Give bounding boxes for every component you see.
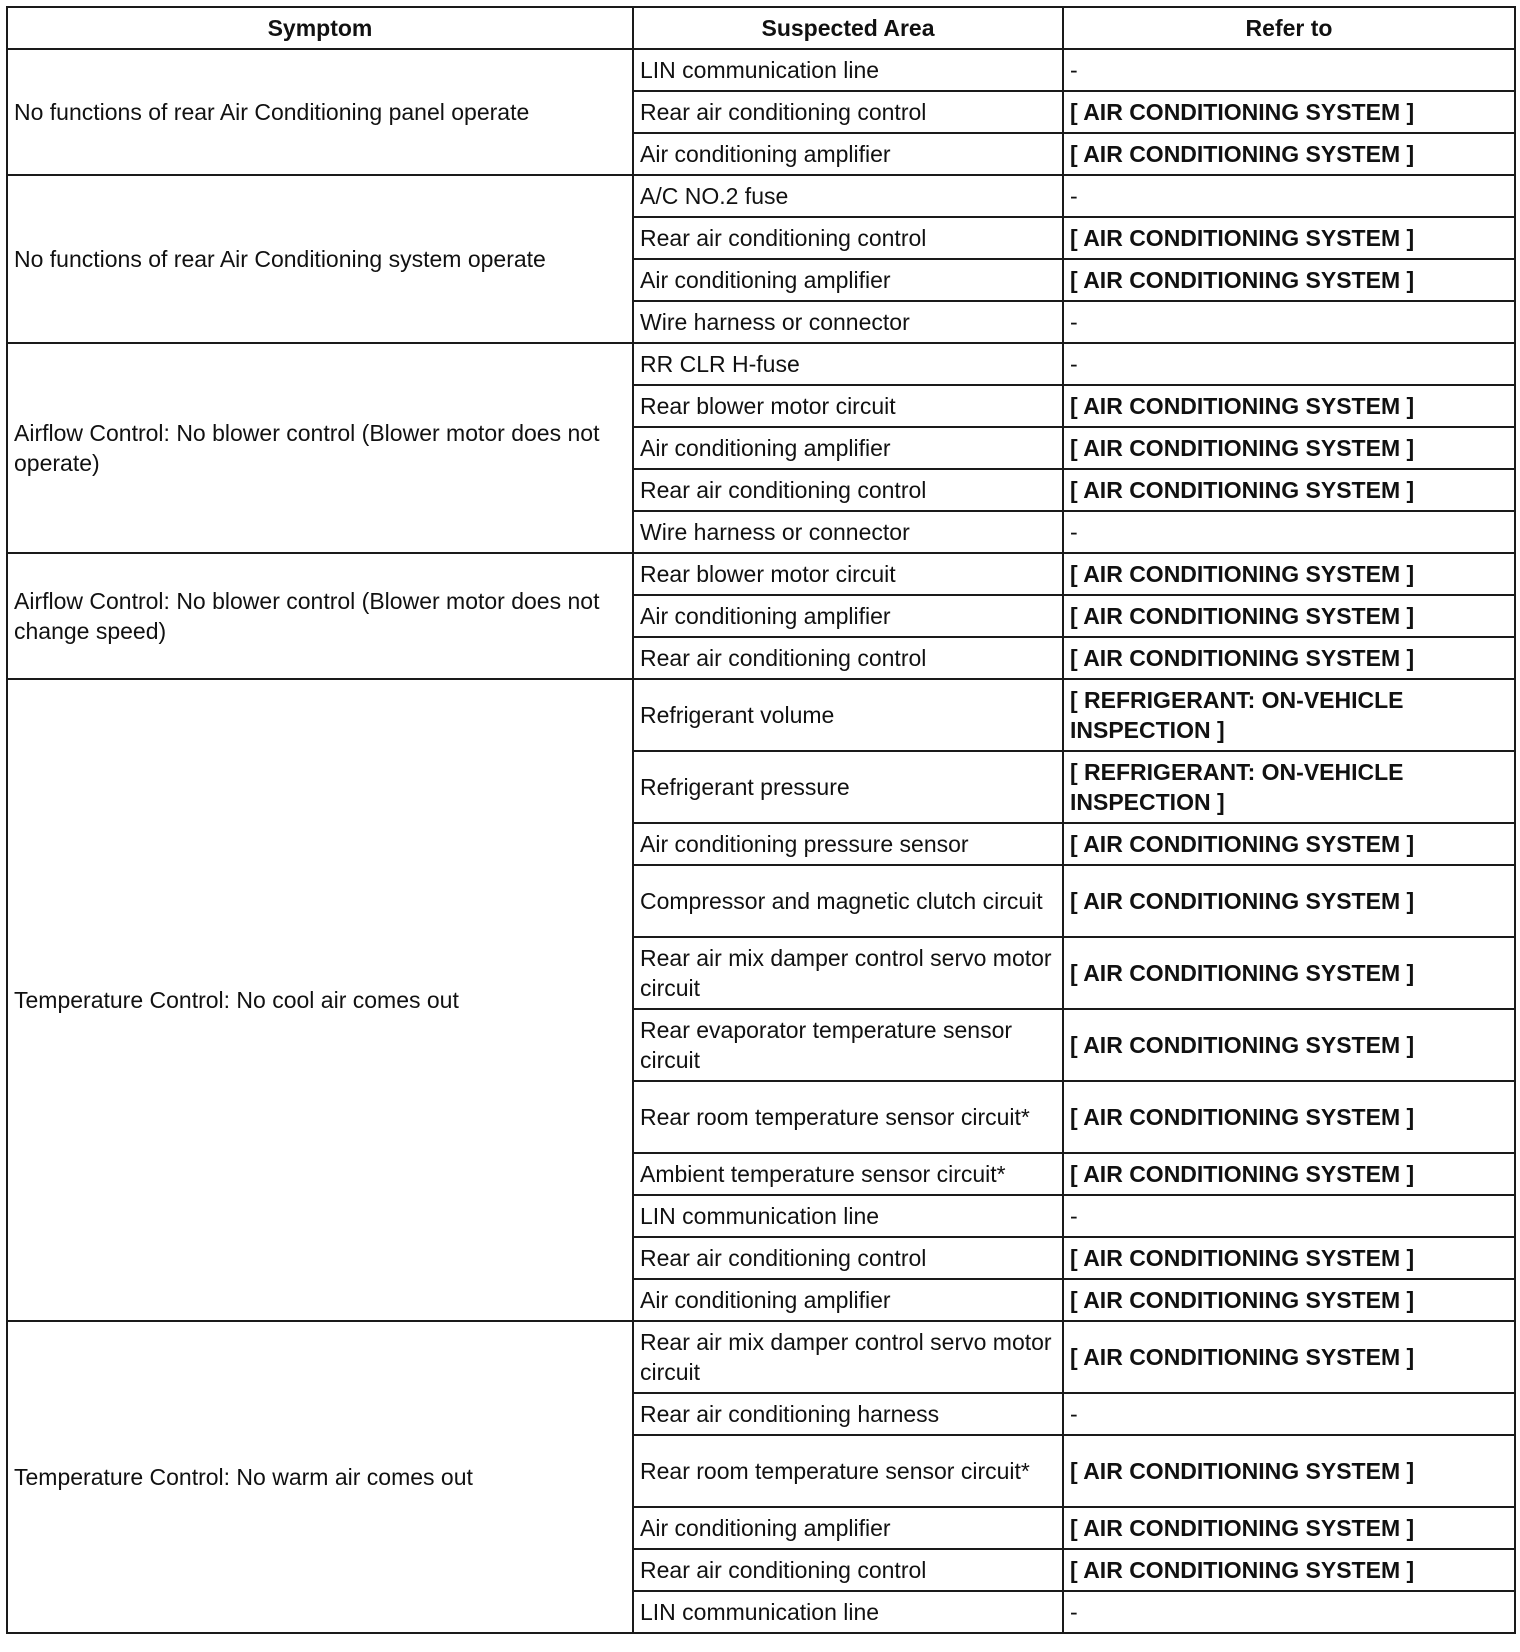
suspected-area-cell: Rear evaporator temperature sensor circuit [633, 1009, 1063, 1081]
refer-to-cell: [ AIR CONDITIONING SYSTEM ] [1063, 1321, 1515, 1393]
refer-to-cell: [ AIR CONDITIONING SYSTEM ] [1063, 1549, 1515, 1591]
header-refer-to: Refer to [1063, 7, 1515, 49]
table-row [7, 175, 1515, 217]
symptom-table [6, 6, 1516, 1634]
refer-to-cell: [ AIR CONDITIONING SYSTEM ] [1063, 1153, 1515, 1195]
suspected-area-cell: Rear blower motor circuit [633, 385, 1063, 427]
refer-to-cell: [ AIR CONDITIONING SYSTEM ] [1063, 1009, 1515, 1081]
refer-to-cell: [ REFRIGERANT: ON-VEHICLE INSPECTION ] [1063, 751, 1515, 823]
suspected-area-cell: RR CLR H-fuse [633, 343, 1063, 385]
refer-to-cell: - [1063, 1195, 1515, 1237]
refer-to-cell: [ AIR CONDITIONING SYSTEM ] [1063, 595, 1515, 637]
header-row [7, 7, 1515, 49]
suspected-area-cell: Rear air conditioning control [633, 217, 1063, 259]
suspected-area-cell: Rear room temperature sensor circuit* [633, 1435, 1063, 1507]
suspected-area-cell: Rear air conditioning control [633, 1549, 1063, 1591]
refer-to-cell: - [1063, 511, 1515, 553]
refer-to-cell: - [1063, 1591, 1515, 1633]
refer-to-cell: - [1063, 1393, 1515, 1435]
symptom-cell: Airflow Control: No blower control (Blower motor does not operate) [7, 343, 633, 553]
suspected-area-cell: Compressor and magnetic clutch circuit [633, 865, 1063, 937]
refer-to-cell: [ AIR CONDITIONING SYSTEM ] [1063, 553, 1515, 595]
table-row [7, 343, 1515, 385]
refer-to-cell: [ AIR CONDITIONING SYSTEM ] [1063, 1081, 1515, 1153]
suspected-area-cell: Rear air conditioning control [633, 91, 1063, 133]
refer-to-cell: [ AIR CONDITIONING SYSTEM ] [1063, 865, 1515, 937]
table-row [7, 679, 1515, 751]
symptom-cell: No functions of rear Air Conditioning panel operate [7, 49, 633, 175]
table-row [7, 553, 1515, 595]
suspected-area-cell: Air conditioning amplifier [633, 1507, 1063, 1549]
suspected-area-cell: Wire harness or connector [633, 301, 1063, 343]
refer-to-cell: [ AIR CONDITIONING SYSTEM ] [1063, 427, 1515, 469]
suspected-area-cell: LIN communication line [633, 1591, 1063, 1633]
refer-to-cell: [ AIR CONDITIONING SYSTEM ] [1063, 217, 1515, 259]
refer-to-cell: [ AIR CONDITIONING SYSTEM ] [1063, 1279, 1515, 1321]
symptom-cell: Temperature Control: No warm air comes out [7, 1321, 633, 1633]
suspected-area-cell: Rear air mix damper control servo motor circuit [633, 1321, 1063, 1393]
refer-to-cell: [ AIR CONDITIONING SYSTEM ] [1063, 259, 1515, 301]
refer-to-cell: [ AIR CONDITIONING SYSTEM ] [1063, 823, 1515, 865]
suspected-area-cell: Rear air conditioning control [633, 637, 1063, 679]
suspected-area-cell: Rear air conditioning control [633, 469, 1063, 511]
suspected-area-cell: Air conditioning amplifier [633, 427, 1063, 469]
refer-to-cell: [ AIR CONDITIONING SYSTEM ] [1063, 1237, 1515, 1279]
refer-to-cell: - [1063, 343, 1515, 385]
refer-to-cell: [ AIR CONDITIONING SYSTEM ] [1063, 91, 1515, 133]
refer-to-cell: [ AIR CONDITIONING SYSTEM ] [1063, 133, 1515, 175]
symptom-cell: No functions of rear Air Conditioning system operate [7, 175, 633, 343]
symptom-cell: Temperature Control: No cool air comes out [7, 679, 633, 1321]
suspected-area-cell: Refrigerant volume [633, 679, 1063, 751]
suspected-area-cell: Air conditioning amplifier [633, 1279, 1063, 1321]
suspected-area-cell: Air conditioning amplifier [633, 133, 1063, 175]
header-symptom: Symptom [7, 7, 633, 49]
refer-to-cell: [ AIR CONDITIONING SYSTEM ] [1063, 469, 1515, 511]
refer-to-cell: [ AIR CONDITIONING SYSTEM ] [1063, 385, 1515, 427]
suspected-area-cell: Rear air mix damper control servo motor circuit [633, 937, 1063, 1009]
refer-to-cell: [ REFRIGERANT: ON-VEHICLE INSPECTION ] [1063, 679, 1515, 751]
suspected-area-cell: Rear air conditioning harness [633, 1393, 1063, 1435]
refer-to-cell: [ AIR CONDITIONING SYSTEM ] [1063, 637, 1515, 679]
refer-to-cell: [ AIR CONDITIONING SYSTEM ] [1063, 1435, 1515, 1507]
suspected-area-cell: Rear air conditioning control [633, 1237, 1063, 1279]
suspected-area-cell: LIN communication line [633, 1195, 1063, 1237]
suspected-area-cell: Air conditioning pressure sensor [633, 823, 1063, 865]
suspected-area-cell: Rear blower motor circuit [633, 553, 1063, 595]
symptom-cell: Airflow Control: No blower control (Blower motor does not change speed) [7, 553, 633, 679]
suspected-area-cell: Air conditioning amplifier [633, 595, 1063, 637]
refer-to-cell: - [1063, 49, 1515, 91]
suspected-area-cell: Air conditioning amplifier [633, 259, 1063, 301]
refer-to-cell: - [1063, 175, 1515, 217]
suspected-area-cell: Rear room temperature sensor circuit* [633, 1081, 1063, 1153]
suspected-area-cell: Wire harness or connector [633, 511, 1063, 553]
table-body [7, 49, 1515, 1633]
header-suspected-area: Suspected Area [633, 7, 1063, 49]
refer-to-cell: [ AIR CONDITIONING SYSTEM ] [1063, 1507, 1515, 1549]
suspected-area-cell: Refrigerant pressure [633, 751, 1063, 823]
suspected-area-cell: A/C NO.2 fuse [633, 175, 1063, 217]
suspected-area-cell: Ambient temperature sensor circuit* [633, 1153, 1063, 1195]
table-row [7, 49, 1515, 91]
refer-to-cell: [ AIR CONDITIONING SYSTEM ] [1063, 937, 1515, 1009]
table-header [7, 7, 1515, 49]
table-row [7, 1321, 1515, 1393]
refer-to-cell: - [1063, 301, 1515, 343]
suspected-area-cell: LIN communication line [633, 49, 1063, 91]
